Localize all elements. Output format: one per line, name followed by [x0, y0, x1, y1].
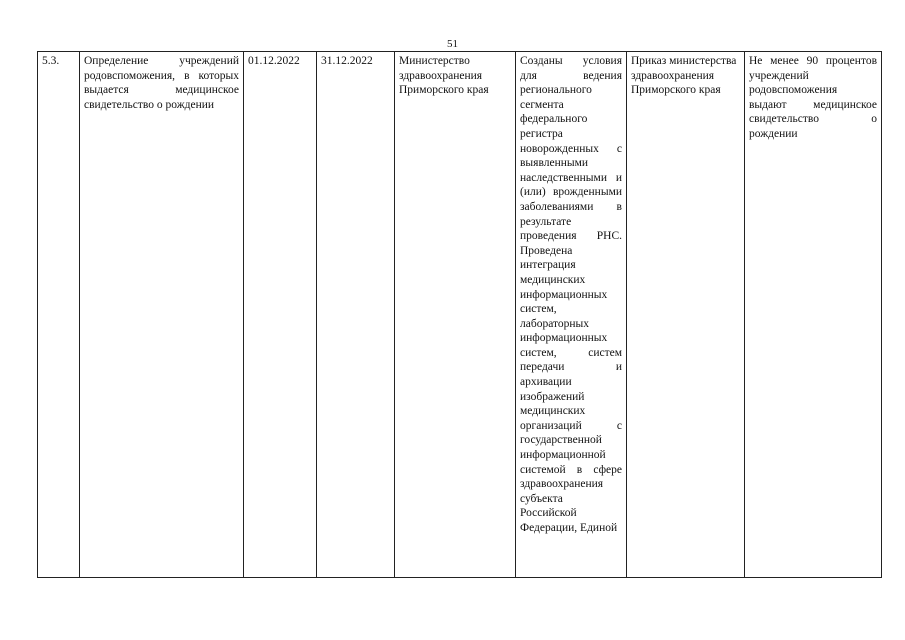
- cell-start-date: 01.12.2022: [244, 52, 317, 578]
- cell-end-date: 31.12.2022: [317, 52, 395, 578]
- cell-document: Приказ министерства здравоохранения Приморского края: [627, 52, 745, 578]
- page-number: 51: [447, 38, 458, 50]
- cell-result: Созданы условия для ведения регионального сегмента федерального регистра новорожденных с выявленными наследственными и (или) врожденными заболеваниями в результате проведения РНС. Проведена интеграция медицинских информационных систем, лабораторных информационных систем, систем передачи и архивации изображений медицинских организаций с государственной информационной системой в сфере здравоохранения субъекта Российской Федерации, Единой: [516, 52, 627, 578]
- plan-table: [37, 51, 882, 578]
- cell-number: 5.3.: [38, 52, 80, 578]
- table-row: [38, 52, 882, 578]
- cell-event: Определение учреждений родовспоможения, в которых выдается медицинское свидетельство о рождении: [80, 52, 244, 578]
- cell-responsible: Министерство здравоохранения Приморского края: [395, 52, 516, 578]
- cell-indicator: Не менее 90 процентов учреждений родовспоможения выдают медицинское свидетельство о рождении: [745, 52, 882, 578]
